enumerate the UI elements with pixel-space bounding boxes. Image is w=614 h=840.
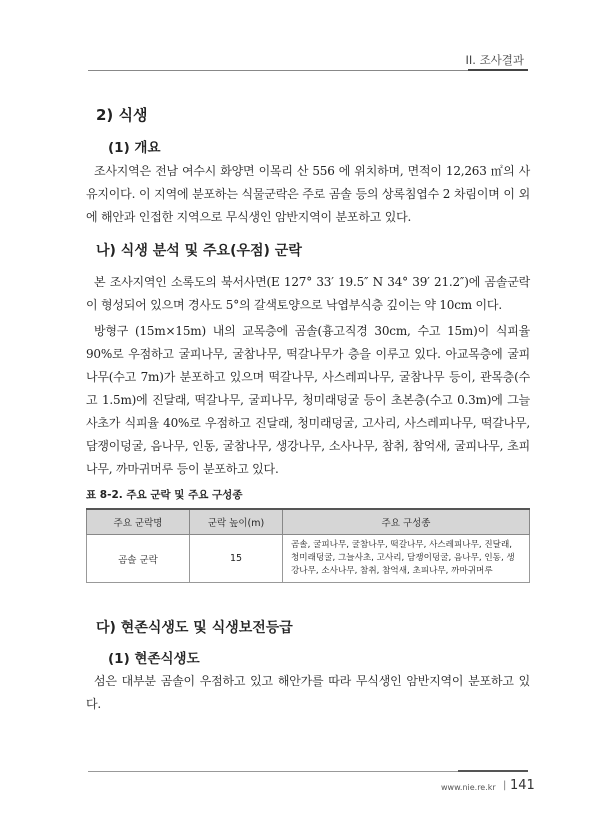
table-caption: 표 8-2. 주요 군락 및 주요 구성종 bbox=[86, 489, 243, 501]
footer-separator: | bbox=[503, 780, 507, 791]
community-table bbox=[86, 508, 530, 583]
site-description-paragraph bbox=[86, 271, 530, 317]
header-rule bbox=[88, 70, 528, 71]
table-header-row bbox=[87, 509, 530, 535]
cell-species: 곰솔, 굴피나무, 굴참나무, 떡갈나무, 사스레피나무, 진달래, 청미래덩굴, 그늘사초, 고사리, 담쟁이덩굴, 음나무, 인동, 생강나무, 소사나무, 참취, 참억새, 초피나무, 까마귀머루 bbox=[283, 535, 530, 583]
running-header: II. 조사결과 bbox=[465, 53, 524, 67]
section-heading-vegetation-map: 다) 현존식생도 및 식생보전등급 bbox=[96, 620, 293, 636]
paragraph-text: 조사지역은 전남 여수시 화양면 이목리 산 556 에 위치하며, 면적이 12,263 ㎡의 사유지이다. 이 지역에 분포하는 식물군락은 주로 곰솔 등의 상록침엽수 2 차림이며 이 외에 해안과 인접한 지역으로 무식생인 암반지역이 분포하고 있다. bbox=[86, 164, 530, 224]
header-rule-accent bbox=[468, 69, 528, 71]
page-number: 141 bbox=[510, 778, 535, 793]
column-header-community: 주요 군락명 bbox=[87, 509, 190, 535]
cell-height: 15 bbox=[190, 535, 283, 583]
section-heading-vegetation: 2) 식생 bbox=[96, 106, 148, 124]
column-header-species: 주요 구성종 bbox=[283, 509, 530, 535]
footer-url: www.nie.re.kr bbox=[441, 783, 496, 792]
quadrat-paragraph bbox=[86, 320, 530, 481]
cell-community-name: 곰솔 군락 bbox=[87, 535, 190, 583]
column-header-height: 군락 높이(m) bbox=[190, 509, 283, 535]
paragraph-text: 본 조사지역인 소록도의 북서사면(E 127° 33′ 19.5″ N 34° 39′ 21.2″)에 곰솔군락이 형성되어 있으며 경사도 5°의 갈색토양으로 낙엽부식층 깊이는 약 10cm 이다. bbox=[86, 275, 530, 312]
section-heading-community-analysis: 나) 식생 분석 및 주요(우점) 군락 bbox=[96, 243, 302, 259]
overview-paragraph bbox=[86, 160, 530, 229]
vegetation-map-paragraph bbox=[86, 670, 530, 716]
table-row bbox=[87, 535, 530, 583]
paragraph-text: 섬은 대부분 곰솔이 우점하고 있고 해안가를 따라 무식생인 암반지역이 분포하고 있다. bbox=[86, 674, 530, 711]
subsection-heading-overview: (1) 개요 bbox=[108, 140, 161, 156]
footer-rule-accent bbox=[458, 770, 528, 772]
subsection-heading-current-map: (1) 현존식생도 bbox=[108, 651, 200, 667]
paragraph-text: 방형구 (15m×15m) 내의 교목층에 곰솔(흉고직경 30cm, 수고 15m)이 식피율 90%로 우점하고 굴피나무, 굴참나무, 떡갈나무가 층을 이루고 있다. 아교목층에 굴피나무(수고 7m)가 분포하고 있으며 떡갈나무, 사스레피나무, 굴참나무 등이, 관목층(수고 1.5m)에 진달래, 떡갈나무, 굴피나무, 청미래덩굴 등이 초본층(수고 0.3m)에 그늘사초가 식피율 40%로 우점하고 진달래, 청미래덩굴, 고사리, 사스레피나무, 떡갈나무, 담쟁이덩굴, 음나무, 인동, 굴참나무, 생강나무, 소사나무, 참취, 참억새, 굴피나무, 초피나무, 까마귀머루 등이 분포하고 있다. bbox=[86, 324, 530, 476]
